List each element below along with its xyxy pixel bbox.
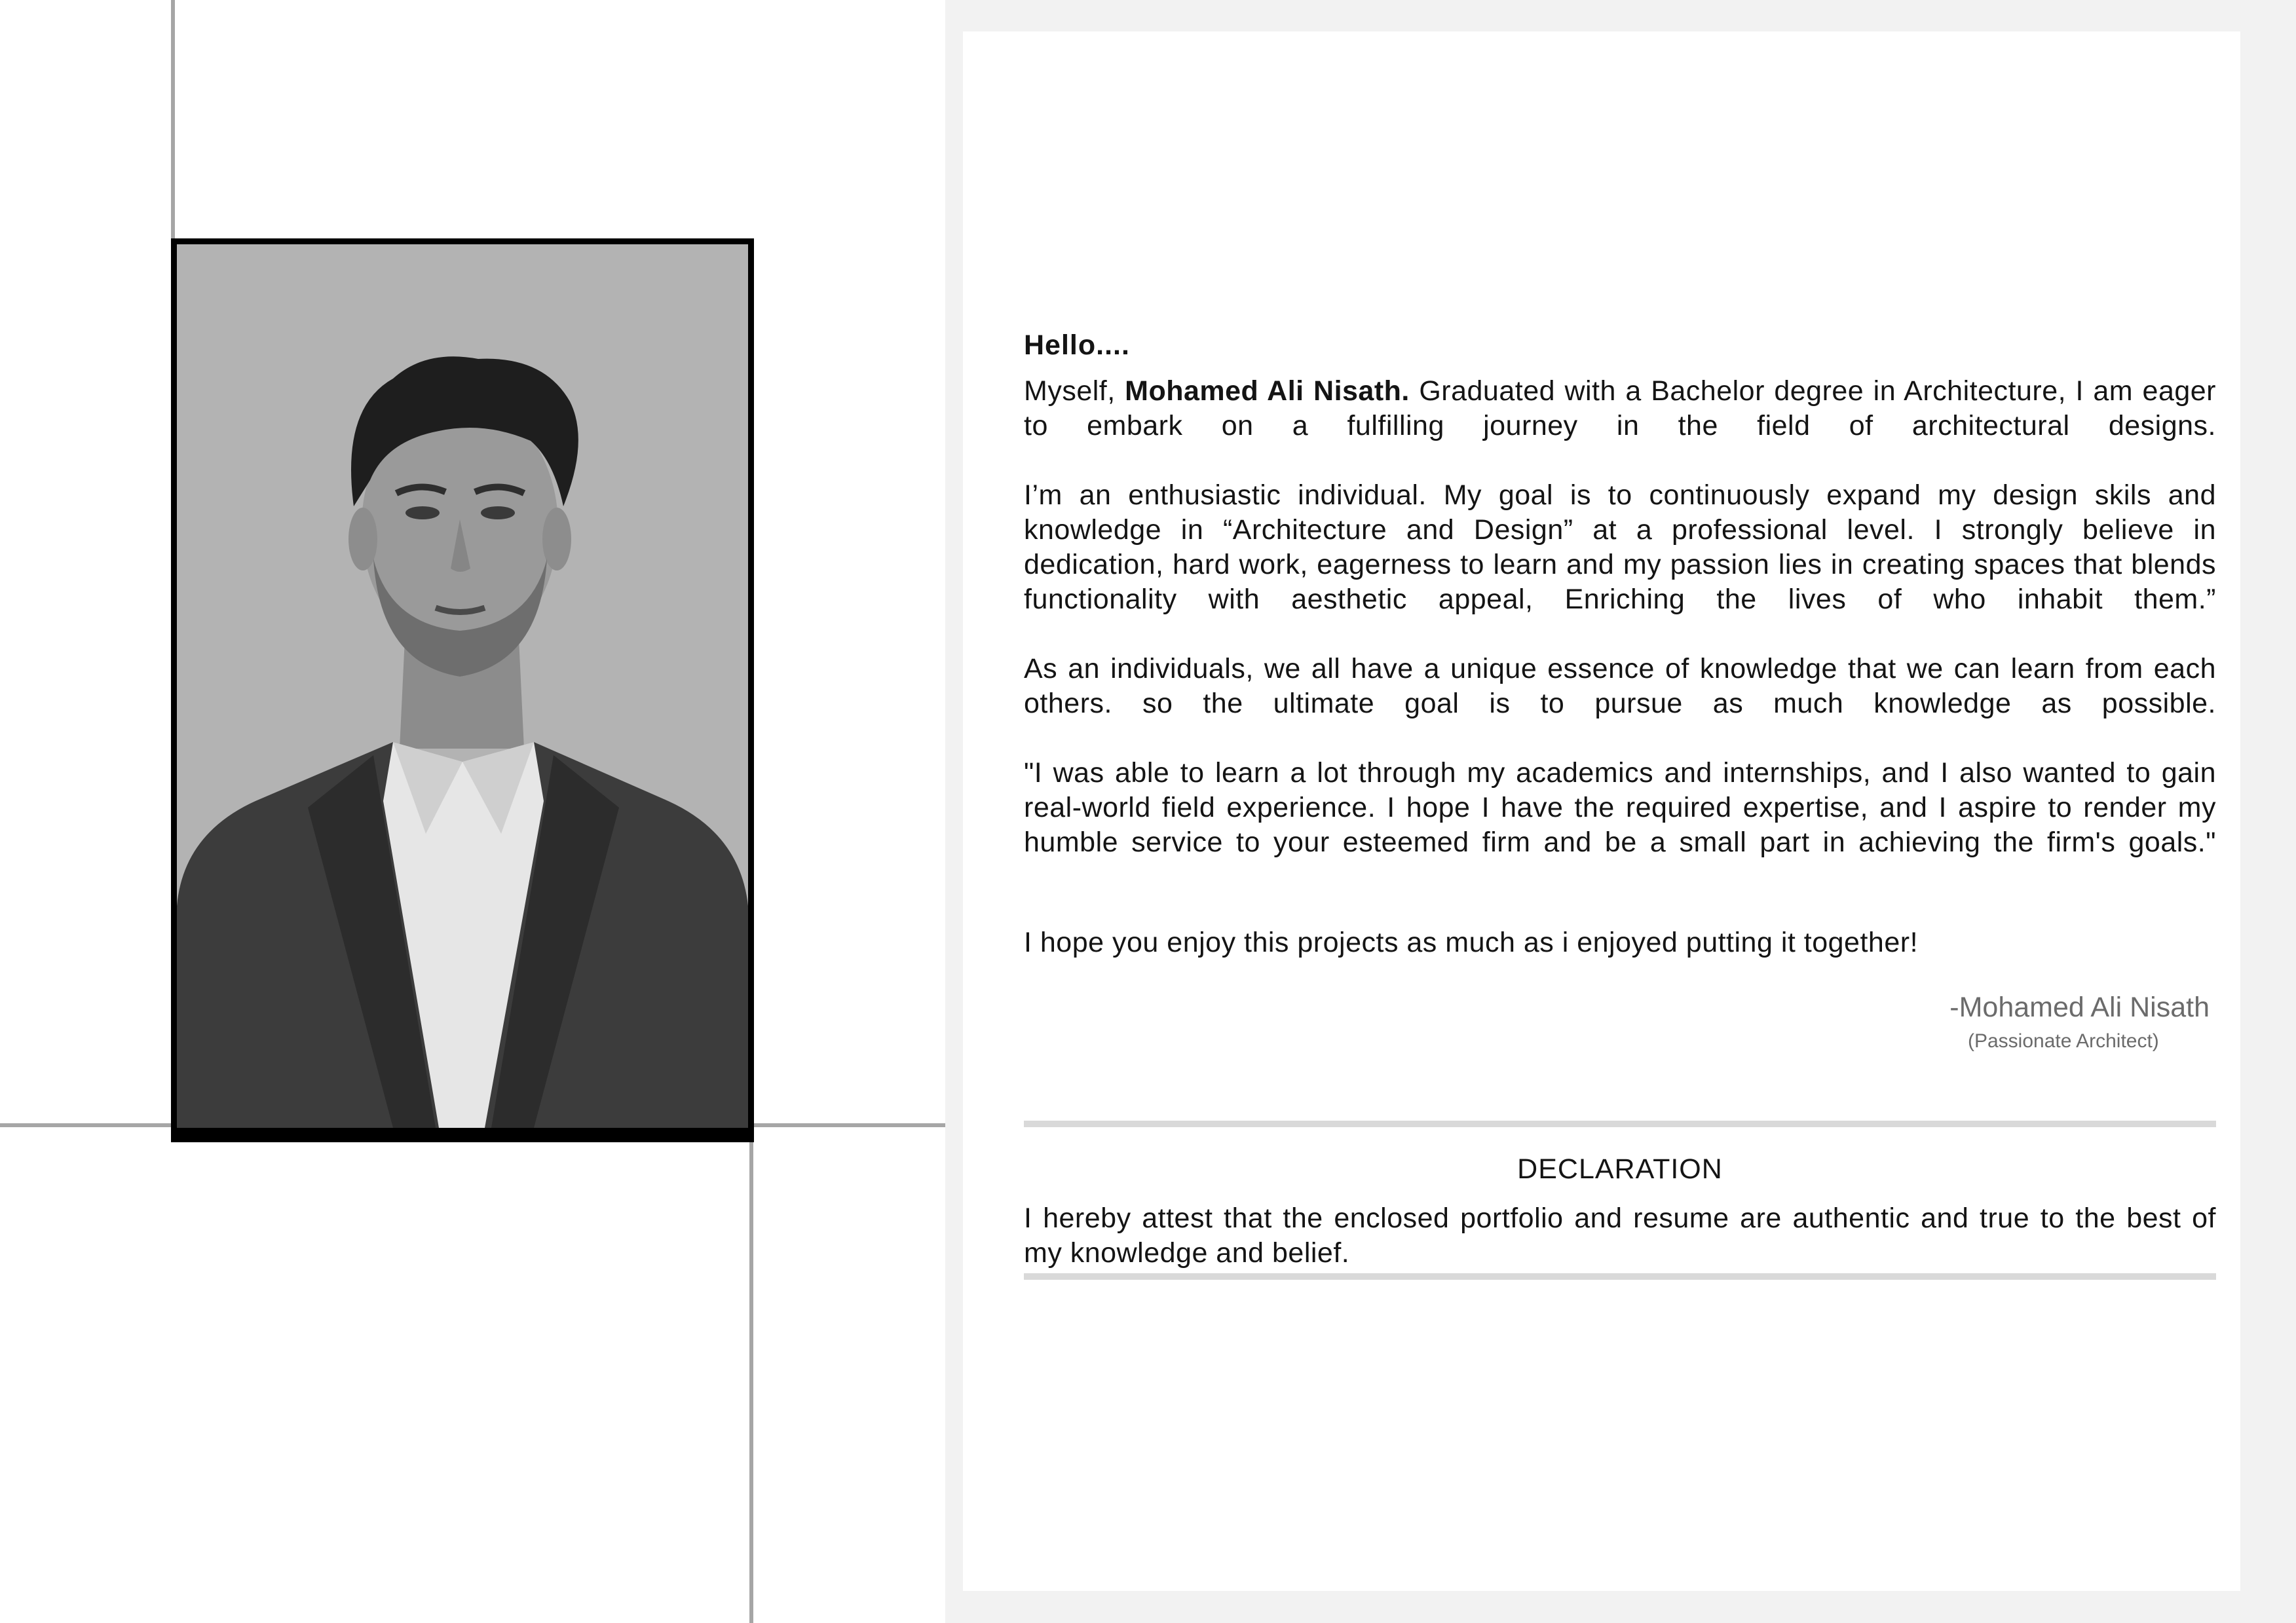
closing-line: I hope you enjoy this projects as much as i enjoyed putting it together!	[1024, 927, 1919, 958]
intro-lead: Myself,	[1024, 375, 1125, 407]
guide-line-vertical-bottom	[749, 1125, 753, 1623]
declaration-divider-top	[1024, 1121, 2216, 1127]
intro-rest: Graduated with a Bachelor degree in Architecture, I am eager to embark on a fulfilling journey in the field of architectural designs.	[1024, 375, 2217, 441]
cover-letter	[1024, 327, 2216, 1054]
signature-role: (Passionate Architect)	[1968, 1030, 2159, 1052]
author-name: Mohamed Ali Nisath.	[1125, 375, 1410, 407]
experience-paragraph: "I was able to learn a lot through my academics and internships, and I also wanted to gain real-world field experience. I hope I have the required expertise, and I aspire to render my humble service to your esteemed firm and be a small part in achieving the firm's goals."	[1024, 757, 2216, 858]
goal-paragraph: I’m an enthusiastic individual. My goal is to continuously expand my design skils and knowledge in “Architecture and Design” at a professional level. I strongly believe in dedication, hard work, eagerness to learn and my passion lies in creating spaces that blends functionality with aesthetic appeal, Enriching the lives of who inhabit them.”	[1024, 479, 2216, 615]
guide-line-vertical-top	[171, 0, 175, 242]
letter-card	[963, 31, 2240, 1591]
greeting: Hello....	[1024, 329, 1130, 361]
declaration-text: I hereby attest that the enclosed portfolio and resume are authentic and true to the best of my knowledge and belief.	[1024, 1203, 2216, 1269]
intro-paragraph	[1024, 374, 2216, 443]
knowledge-paragraph: As an individuals, we all have a unique essence of knowledge that we can learn from each others. so the ultimate goal is to pursue as much knowledge as possible.	[1024, 653, 2216, 719]
portrait-photo	[171, 238, 754, 1142]
declaration-title: DECLARATION	[1517, 1153, 1723, 1185]
declaration-divider-bottom	[1024, 1273, 2216, 1280]
right-panel	[945, 0, 2296, 1623]
left-panel	[0, 0, 945, 1623]
signature: -Mohamed Ali Nisath	[1949, 992, 2210, 1023]
portrait-illustration	[177, 244, 748, 1128]
